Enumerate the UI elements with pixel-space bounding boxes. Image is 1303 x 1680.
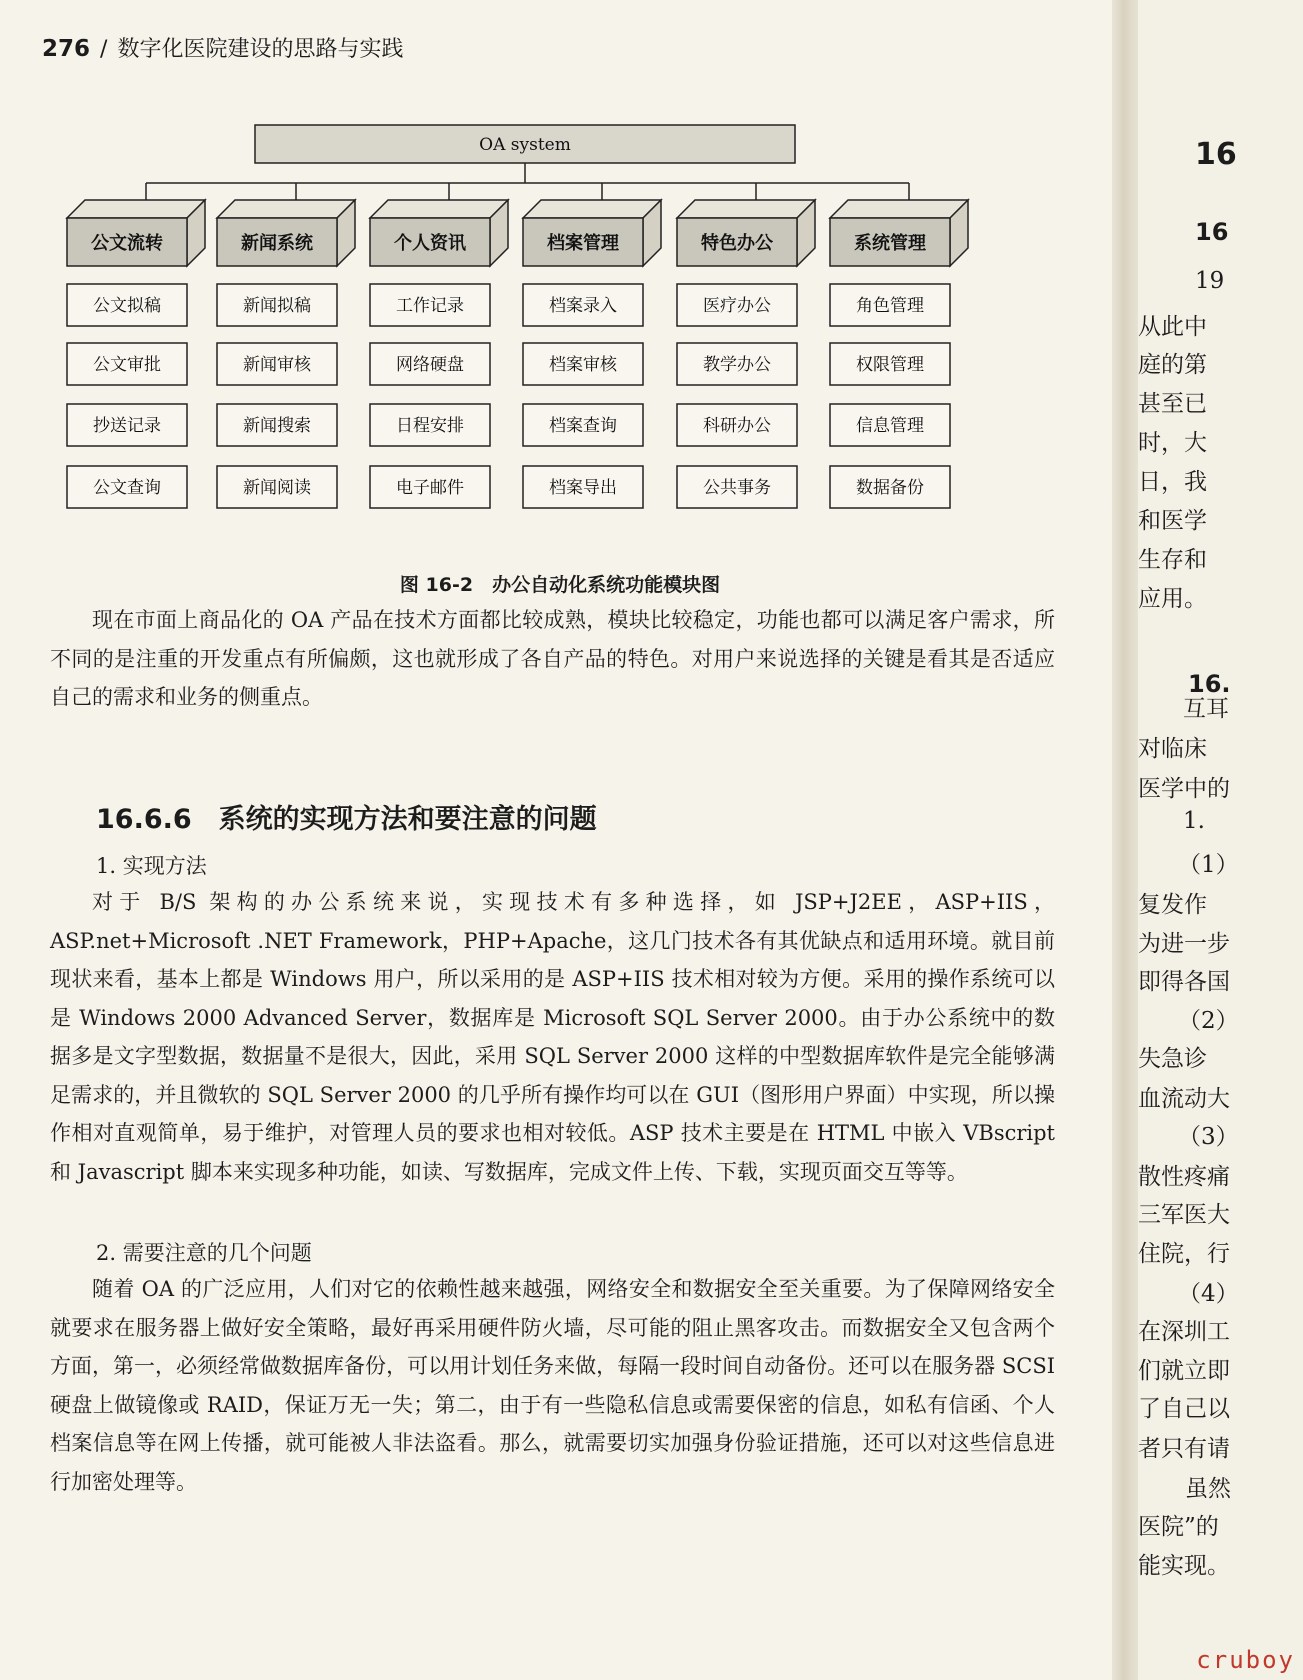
function-label: 科研办公 xyxy=(703,416,771,436)
right-page-line: 庭的第 xyxy=(1138,352,1207,378)
right-page-line: 应用。 xyxy=(1138,586,1207,612)
function-label: 公文审批 xyxy=(93,355,161,375)
function-label: 电子邮件 xyxy=(396,478,464,498)
right-page-line: 即得各国 xyxy=(1138,969,1230,995)
right-heading-1: 16 xyxy=(1195,137,1237,172)
right-page-line: 和医学 xyxy=(1138,508,1207,534)
right-page-line: （4） xyxy=(1178,1281,1239,1307)
right-page-line: 日，我 xyxy=(1138,469,1207,495)
function-label: 公文拟稿 xyxy=(93,296,161,316)
book-title: 数字化医院建设的思路与实践 xyxy=(117,37,404,62)
module-box-top xyxy=(830,200,968,218)
right-page-line: 医学中的 xyxy=(1138,776,1230,802)
right-page-line: 生存和 xyxy=(1138,547,1207,573)
right-page-line: 三军医大 xyxy=(1138,1202,1230,1228)
function-label: 档案录入 xyxy=(549,296,617,316)
module-label: 新闻系统 xyxy=(241,233,313,254)
right-page-line: 复发作 xyxy=(1138,892,1207,918)
right-page-line: 1. xyxy=(1183,808,1205,834)
figure-caption: 图 16-2 办公自动化系统功能模块图 xyxy=(399,574,721,596)
module-label: 档案管理 xyxy=(547,233,619,254)
function-label: 公文查询 xyxy=(93,478,161,498)
right-page-line: 互耳 xyxy=(1183,696,1229,722)
paragraph-1 xyxy=(50,601,1055,717)
function-label: 教学办公 xyxy=(703,355,771,375)
module-label: 系统管理 xyxy=(854,233,926,254)
paragraph-3 xyxy=(50,1270,1055,1501)
module-box-top xyxy=(523,200,661,218)
module-box-top xyxy=(67,200,205,218)
function-label: 新闻阅读 xyxy=(243,478,311,498)
right-page-line: 散性疼痛 xyxy=(1138,1164,1230,1190)
paragraph-1-text: 现在市面上商品化的 OA 产品在技术方面都比较成熟，模块比较稳定，功能也都可以满足客户需求，所不同的是注重的开发重点有所偏颇，这也就形成了各自产品的特色。对用户来说选择的关键是看其是否适应自己的需求和业务的侧重点。 xyxy=(50,608,1055,709)
function-label: 档案导出 xyxy=(549,478,617,498)
function-label: 数据备份 xyxy=(856,478,924,498)
right-page-line: 了自己以 xyxy=(1138,1396,1230,1422)
function-label: 工作记录 xyxy=(396,296,464,316)
watermark: cruboy xyxy=(1196,1646,1295,1674)
subheading-issues: 2. 需要注意的几个问题 xyxy=(96,1241,312,1265)
right-page-fragment xyxy=(1138,0,1303,1680)
right-page-line: 对临床 xyxy=(1138,736,1207,762)
oa-module-diagram xyxy=(0,0,1120,560)
module-label: 个人资讯 xyxy=(394,233,466,254)
paragraph-3-text: 随着 OA 的广泛应用，人们对它的依赖性越来越强，网络安全和数据安全至关重要。为了保障网络安全就要求在服务器上做好安全策略，最好再采用硬件防火墙，尽可能的阻止黑客攻击。而数据安全又包含两个方面，第一，必须经常做数据库备份，可以用计划任务来做，每隔一段时间自动备份。还可以在服务器 SCSI 硬盘上做镜像或 RAID，保证万无一失；第二，由于有一些隐私信息或需要保密的信息，如私有信函、个人档案信息等在网上传播，就可能被人非法盗看。那么，就需要切实加强身份验证措施，还可以对这些信息进行加密处理等。 xyxy=(50,1277,1055,1494)
function-label: 角色管理 xyxy=(856,296,924,316)
function-label: 档案审核 xyxy=(549,355,617,375)
right-heading-2: 16 xyxy=(1195,218,1229,246)
page-number: 276 xyxy=(42,36,91,62)
right-page-line: 为进一步 xyxy=(1138,931,1230,957)
right-page-line: 19 xyxy=(1195,268,1225,294)
function-label: 新闻审核 xyxy=(243,355,311,375)
right-page-line: 能实现。 xyxy=(1138,1553,1230,1579)
function-label: 权限管理 xyxy=(856,355,924,375)
function-label: 新闻拟稿 xyxy=(243,296,311,316)
function-label: 网络硬盘 xyxy=(396,355,464,375)
right-page-line: （3） xyxy=(1178,1124,1239,1150)
right-heading-3: 16. xyxy=(1188,670,1231,698)
subheading-implementation: 1. 实现方法 xyxy=(96,854,207,878)
right-page-line: 失急诊 xyxy=(1138,1046,1207,1072)
right-page-line: 在深圳工 xyxy=(1138,1319,1230,1345)
function-label: 公共事务 xyxy=(703,478,771,498)
function-label: 新闻搜索 xyxy=(243,416,311,436)
module-label: 公文流转 xyxy=(91,233,163,254)
function-label: 医疗办公 xyxy=(703,296,771,316)
right-page-line: （2） xyxy=(1178,1008,1239,1034)
right-page-line: 血流动大 xyxy=(1138,1086,1230,1112)
right-page-line: 虽然 xyxy=(1185,1476,1231,1502)
paragraph-2 xyxy=(50,883,1055,1191)
function-label: 档案查询 xyxy=(549,416,617,436)
header-separator: / xyxy=(100,37,108,62)
right-page-line: 医院”的 xyxy=(1138,1514,1219,1540)
paragraph-2-text: 对于 B/S 架构的办公系统来说，实现技术有多种选择，如 JSP+J2EE，ASP+IIS，ASP.net+Microsoft .NET Framework，PHP+Apache，这几门技术各有其优缺点和适用环境。就目前现状来看，基本上都是 Windows 用户，所以采用的是 ASP+IIS 技术相对较为方便。采用的操作系统可以是 Windows 2000 Advanced Server，数据库是 Microsoft SQL Server 2000。由于办公系统中的数据多是文字型数据，数据量不是很大，因此，采用 SQL Server 2000 这样的中型数据库软件是完全能够满足需求的，并且微软的 SQL Server 2000 的几乎所有操作均可以在 GUI（图形用户界面）中实现，所以操作相对直观简单，易于维护，对管理人员的要求也相对较低。ASP 技术主要是在 HTML 中嵌入 VBscript 和 Javascript 脚本来实现多种功能，如读、写数据库，完成文件上传、下载，实现页面交互等等。 xyxy=(50,890,1055,1184)
right-page-line: 者只有请 xyxy=(1138,1436,1230,1462)
right-page-line: （1） xyxy=(1178,852,1239,878)
root-label: OA system xyxy=(479,135,571,155)
function-label: 日程安排 xyxy=(396,416,464,436)
module-label: 特色办公 xyxy=(701,233,773,254)
function-label: 信息管理 xyxy=(856,416,924,436)
right-page-line: 住院，行 xyxy=(1138,1241,1230,1267)
module-box-top xyxy=(370,200,508,218)
right-page-line: 们就立即 xyxy=(1138,1358,1230,1384)
right-page-line: 从此中 xyxy=(1138,314,1207,340)
right-page-line: 甚至已 xyxy=(1138,391,1207,417)
function-label: 抄送记录 xyxy=(93,416,161,436)
right-page-line: 时，大 xyxy=(1138,430,1207,456)
module-box-top xyxy=(677,200,815,218)
book-gutter xyxy=(1112,0,1138,1680)
module-box-top xyxy=(217,200,355,218)
section-title: 16.6.6 系统的实现方法和要注意的问题 xyxy=(96,804,597,835)
